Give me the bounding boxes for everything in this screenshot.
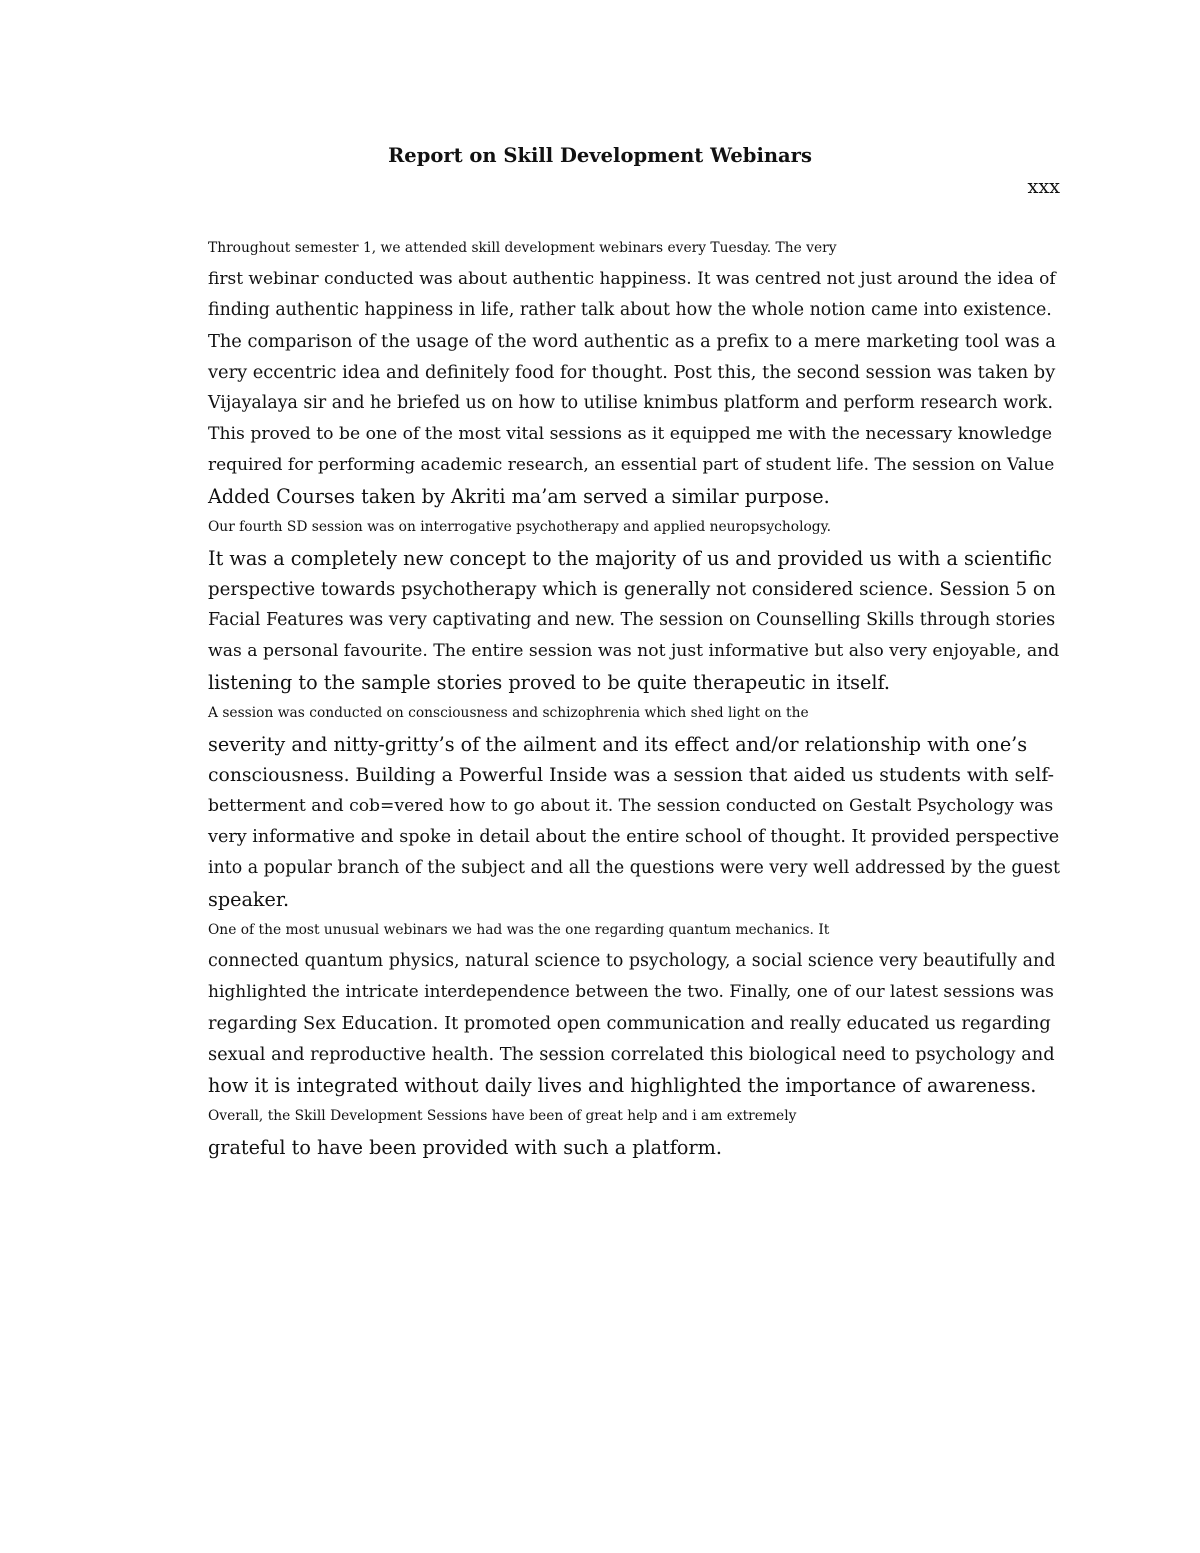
paragraph-line: Overall, the Skill Development Sessions have been of great help and i am extremely bbox=[208, 1108, 797, 1124]
paragraph-line: A session was conducted on consciousness and schizophrenia which shed light on the bbox=[208, 705, 809, 721]
paragraph-line: listening to the sample stories proved to be quite therapeutic in itself. bbox=[208, 671, 891, 694]
paragraph-line: speaker. bbox=[208, 888, 290, 911]
paragraph bbox=[140, 512, 1060, 698]
paragraph bbox=[140, 1101, 1060, 1163]
paragraph bbox=[140, 915, 1060, 1101]
document-body bbox=[140, 140, 1060, 1163]
paragraph-line: Facial Features was very captivating and new. The session on Counselling Skills through stories bbox=[208, 610, 1056, 630]
paragraph-line: highlighted the intricate interdependence between the two. Finally, one of our latest sessions was bbox=[208, 982, 1054, 1002]
paragraph-line: very eccentric idea and definitely food for thought. Post this, the second session was taken by bbox=[208, 362, 1056, 383]
paragraph-line: The comparison of the usage of the word authentic as a prefix to a mere marketing tool was a bbox=[208, 331, 1056, 352]
paragraph-line: connected quantum physics, natural science to psychology, a social science very beautifully and bbox=[208, 951, 1056, 971]
document-title: Report on Skill Development Webinars bbox=[388, 144, 812, 167]
paragraph-line: very informative and spoke in detail about the entire school of thought. It provided perspective bbox=[208, 827, 1060, 847]
paragraph bbox=[140, 698, 1060, 915]
paragraph-line: consciousness. Building a Powerful Inside was a session that aided us students with self- bbox=[208, 765, 1054, 786]
paragraph-line: It was a completely new concept to the majority of us and provided us with a scientific bbox=[208, 547, 1052, 570]
spacer bbox=[140, 202, 1060, 233]
author-name: xxx bbox=[1027, 175, 1060, 198]
paragraph-line: first webinar conducted was about authentic happiness. It was centred not just around the idea of bbox=[208, 269, 1056, 289]
paragraph-line: grateful to have been provided with such a platform. bbox=[208, 1136, 722, 1159]
paragraph-line: how it is integrated without daily lives and highlighted the importance of awareness. bbox=[208, 1074, 1037, 1097]
paragraph-line: required for performing academic research, an essential part of student life. The session on Value bbox=[208, 455, 1055, 475]
paragraph-line: severity and nitty-gritty’s of the ailment and its effect and/or relationship with one’s bbox=[208, 733, 1028, 756]
paragraph-line: finding authentic happiness in life, rather talk about how the whole notion came into existence. bbox=[208, 300, 1052, 320]
paragraphs-container bbox=[140, 233, 1060, 1163]
paragraph-line: was a personal favourite. The entire session was not just informative but also very enjoyable, and bbox=[208, 641, 1060, 661]
paragraph-line: This proved to be one of the most vital sessions as it equipped me with the necessary knowledge bbox=[208, 424, 1053, 444]
paragraph-line: into a popular branch of the subject and all the questions were very well addressed by the guest bbox=[208, 858, 1060, 878]
paragraph-line: Vijayalaya sir and he briefed us on how to utilise knimbus platform and perform research work. bbox=[208, 393, 1053, 413]
paragraph bbox=[140, 233, 1060, 512]
paragraph-line: Our fourth SD session was on interrogative psychotherapy and applied neuropsychology. bbox=[208, 519, 831, 535]
paragraph-line: Throughout semester 1, we attended skill development webinars every Tuesday. The very bbox=[208, 240, 837, 256]
paragraph-line: perspective towards psychotherapy which is generally not considered science. Session 5 on bbox=[208, 579, 1056, 600]
paragraph-line: regarding Sex Education. It promoted open communication and really educated us regarding bbox=[208, 1013, 1051, 1034]
paragraph-line: betterment and cob=vered how to go about it. The session conducted on Gestalt Psychology was bbox=[208, 796, 1054, 816]
paragraph-line: One of the most unusual webinars we had was the one regarding quantum mechanics. It bbox=[208, 922, 830, 938]
paragraph-line: sexual and reproductive health. The session correlated this biological need to psychology and bbox=[208, 1044, 1055, 1065]
paragraph-line: Added Courses taken by Akriti ma’am served a similar purpose. bbox=[208, 485, 830, 508]
